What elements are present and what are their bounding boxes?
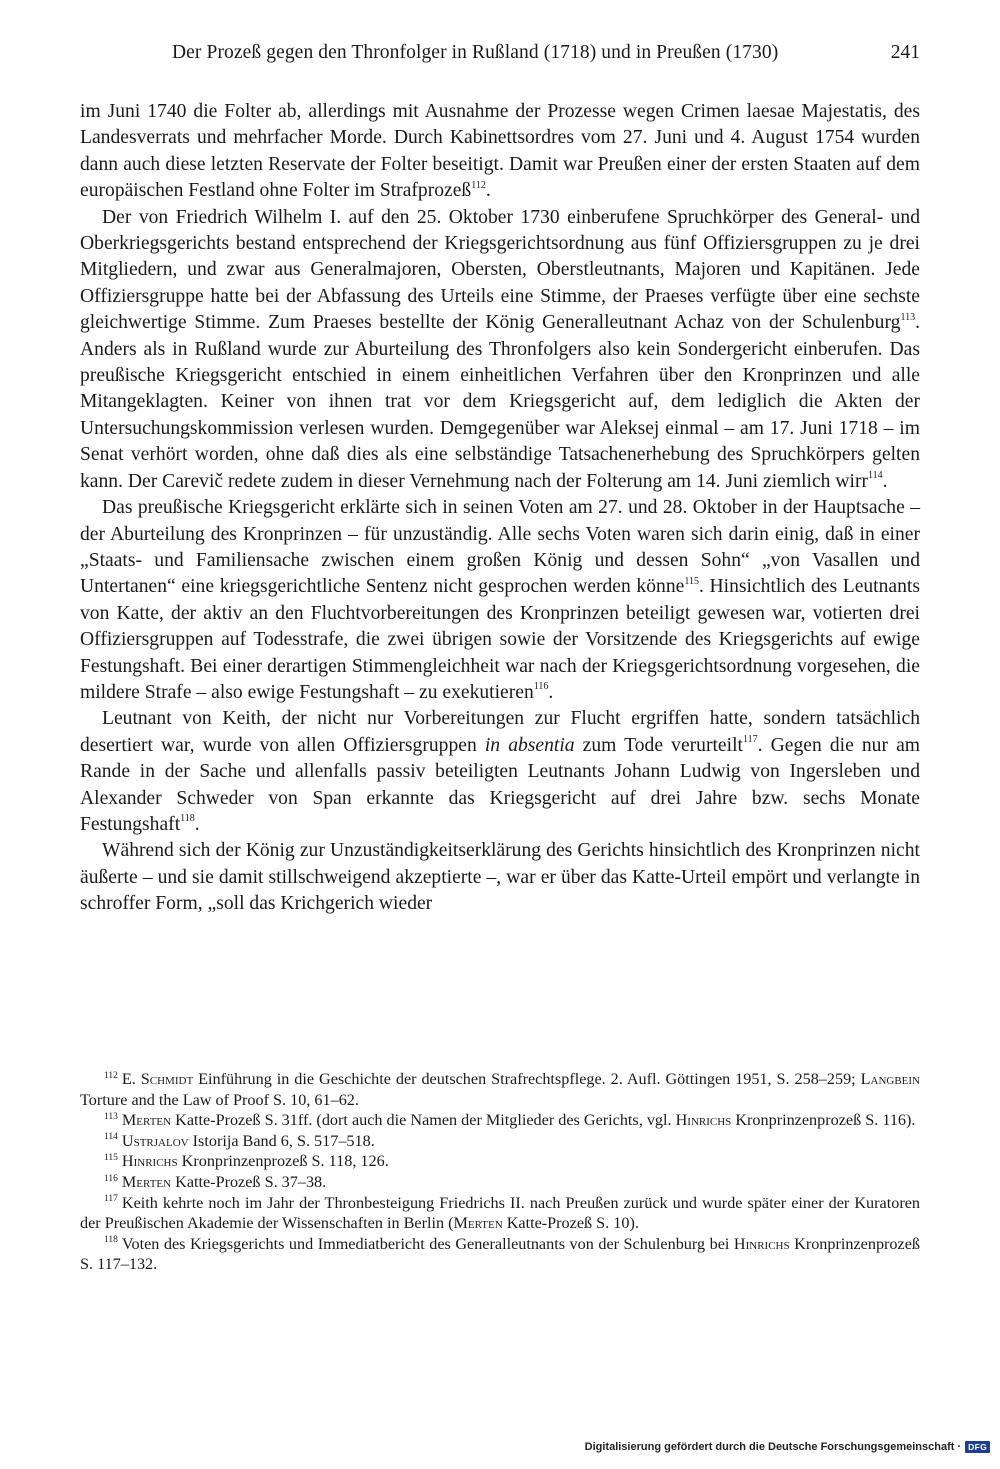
- footnote-reference: 118: [180, 813, 195, 825]
- author-name: Hinrichs: [675, 1111, 732, 1130]
- text-run: Voten des Kriegsgerichts und Immediatbericht des Generalleutnants von der Schulenburg bei: [121, 1234, 734, 1253]
- paragraph: [80, 99, 920, 205]
- footnote-reference: 116: [533, 681, 549, 693]
- text-run: Während sich der König zur Unzuständigkeitserklärung des Gerichts hinsichtlich des Kronprinzen nicht äußerte – und sie damit stillschweigend akzeptierte –, war er über das Katte-Urteil empört und verlangte in schroffer Form, „soll das Krichgerich wieder: [80, 840, 920, 915]
- author-name: Hinrichs: [733, 1234, 790, 1253]
- footnote: [80, 1151, 920, 1172]
- text-run: zum Tode verurteilt: [574, 734, 743, 756]
- text-run: . Hinsichtlich des Leutnants von Katte, der aktiv an den Fluchtvorbereitungen des Kronprinzen beteiligt gewesen war, votierten drei Offiziersgruppen auf Todesstrafe, die zwei übrigen sowie der Vorsitzende des Kriegsgerichts auf ewige Festungshaft. Bei einer derartigen Stimmengleichheit war nach der Kriegsgerichtsordnung vorgesehen, die mildere Strafe – also ewige Festungshaft – zu exekutieren: [80, 576, 920, 703]
- paragraph: [80, 838, 920, 917]
- text-run: Kronprinzenprozeß S. 117–132.: [80, 1234, 920, 1274]
- paragraph: [80, 205, 920, 495]
- footnote: [80, 1131, 920, 1152]
- footnote-reference: 112: [471, 179, 486, 191]
- footnote-reference: 113: [900, 311, 916, 323]
- text-run: Katte-Prozeß S. 10).: [502, 1214, 639, 1233]
- footnote-number: 117: [104, 1194, 118, 1205]
- main-text: [80, 99, 920, 918]
- text-run: .: [548, 681, 554, 703]
- footnote: [80, 1069, 920, 1110]
- text-run: Kronprinzenprozeß S. 116).: [731, 1111, 916, 1130]
- dfg-logo-icon: DFG: [965, 1441, 990, 1453]
- text-run: Katte-Prozeß S. 37–38.: [171, 1172, 327, 1191]
- footer-credit: Digitalisierung gefördert durch die Deutsche Forschungsgemeinschaft ·: [584, 1441, 962, 1453]
- text-run: . Gegen die nur am Rande in der Sache und allenfalls passiv beteiligten Leutnants Johann Ludwig von Ingersleben und Alexander Schweder von Span erkannte das Kriegsgericht auf drei Jahre bzw. sechs Monate Festungshaft: [80, 734, 921, 835]
- text-run: .: [194, 813, 200, 835]
- text-run: .: [882, 470, 888, 492]
- author-name: Merten: [453, 1214, 503, 1233]
- footnote-reference: 114: [868, 470, 883, 482]
- footnote-number: 115: [104, 1152, 118, 1163]
- text-run: Torture and the Law of Proof S. 10, 61–62.: [80, 1090, 359, 1109]
- footnote: [80, 1172, 920, 1193]
- footnote-number: 113: [104, 1111, 118, 1122]
- text-run: im Juni 1740 die Folter ab, allerdings mit Ausnahme der Prozesse wegen Crimen laesae Majestatis, des Landesverrats und mehrfacher Morde. Durch Kabinettsordres vom 27. Juni und 4. August 1754 wurden dann auch diese letzten Reservate der Folter beseitigt. Damit war Preußen einer der ersten Staaten auf dem europäischen Festland ohne Folter im Strafprozeß: [80, 101, 920, 202]
- page-number: 241: [890, 42, 920, 63]
- italic-text: in absentia: [484, 734, 575, 756]
- author-name: Merten: [121, 1172, 172, 1191]
- footnote-number: 112: [104, 1070, 118, 1081]
- author-name: Merten: [121, 1111, 172, 1130]
- text-run: Das preußische Kriegsgericht erklärte sich in seinen Voten am 27. und 28. Oktober in der Hauptsache – der Aburteilung des Kronprinzen – für unzuständig. Alle sechs Voten waren sich darin einig, daß in einer „Staats- und Familiensache zwischen einem großen König und dessen Sohn“ „von Vasallen und Untertanen“ eine kriegsgerichtliche Sentenz nicht gesprochen werden könne: [80, 497, 920, 598]
- author-name: Langbein: [860, 1070, 920, 1088]
- running-head: Der Prozeß gegen den Thronfolger in Rußland (1718) und in Preußen (1730): [172, 42, 779, 63]
- text-run: Keith kehrte noch im Jahr der Thronbesteigung Friedrichs II. nach Preußen zurück und wurde später einer der Kuratoren der Preußischen Akademie der Wissenschaften in Berlin (: [80, 1193, 920, 1233]
- footnote-number: 116: [104, 1173, 118, 1184]
- text-run: .: [485, 180, 491, 202]
- text-run: Katte-Prozeß S. 31ff. (dort auch die Namen der Mitglieder des Gerichts, vgl.: [171, 1111, 676, 1130]
- paragraph: [80, 495, 920, 706]
- text-run: Der von Friedrich Wilhelm I. auf den 25. Oktober 1730 einberufene Spruchkörper des General- und Oberkriegsgerichts bestand entsprechend der Kriegsgerichtsordnung aus fünf Offiziersgruppen zu je drei Mitgliedern, und zwar aus Generalmajoren, Obersten, Oberstleutnants, Majoren und Kapitänen. Jede Offiziersgruppe hatte bei der Abfassung des Urteils eine Stimme, der Praeses verfügte über eine sechste gleichwertige Stimme. Zum Praeses bestellte der König Generalleutnant Achaz von der Schulenburg: [80, 206, 920, 334]
- text-run: Istorija Band 6, S. 517–518.: [188, 1131, 375, 1150]
- text-run: Leutnant von Keith, der nicht nur Vorbereitungen zur Flucht ergriffen hatte, sondern tatsächlich desertiert war, wurde von allen Offiziersgruppen: [80, 708, 920, 756]
- footnote: [80, 1110, 920, 1131]
- page-header: [80, 42, 920, 72]
- digitization-footer: [585, 1439, 990, 1455]
- footnotes: [80, 1069, 920, 1275]
- author-name: Ustrjalov: [121, 1131, 189, 1150]
- text-run: Einführung in die Geschichte der deutschen Strafrechtspflege. 2. Aufl. Göttingen 1951, S. 258–259;: [193, 1070, 861, 1088]
- footnote-reference: 115: [684, 575, 699, 587]
- footnote: [80, 1193, 920, 1234]
- footnote-number: 114: [104, 1132, 118, 1143]
- footnote: [80, 1234, 920, 1275]
- footnote-reference: 117: [742, 734, 758, 746]
- author-name: E. Schmidt: [121, 1070, 194, 1088]
- text-run: Kronprinzenprozeß S. 118, 126.: [177, 1152, 389, 1171]
- footnote-number: 118: [104, 1235, 118, 1246]
- paragraph: [80, 706, 920, 838]
- text-run: . Anders als in Rußland wurde zur Aburteilung des Thronfolgers also kein Sondergericht einberufen. Das preußische Kriegsgericht entschied in einem einheitlichen Verfahren über den Kronprinzen und alle Mitangeklagten. Keiner von ihnen trat vor dem Kriegsgericht auf, dem lediglich die Akten der Untersuchungskommission verlesen wurden. Demgegenüber war Aleksej einmal – am 17. Juni 1718 – im Senat verhört worden, ohne daß dies als eine selbständige Tatsachenerhebung des Spruchkörpers gelten kann. Der Carevič redete zudem in dieser Vernehmung nach der Folterung am 14. Juni ziemlich wirr: [80, 312, 920, 492]
- author-name: Hinrichs: [121, 1152, 178, 1171]
